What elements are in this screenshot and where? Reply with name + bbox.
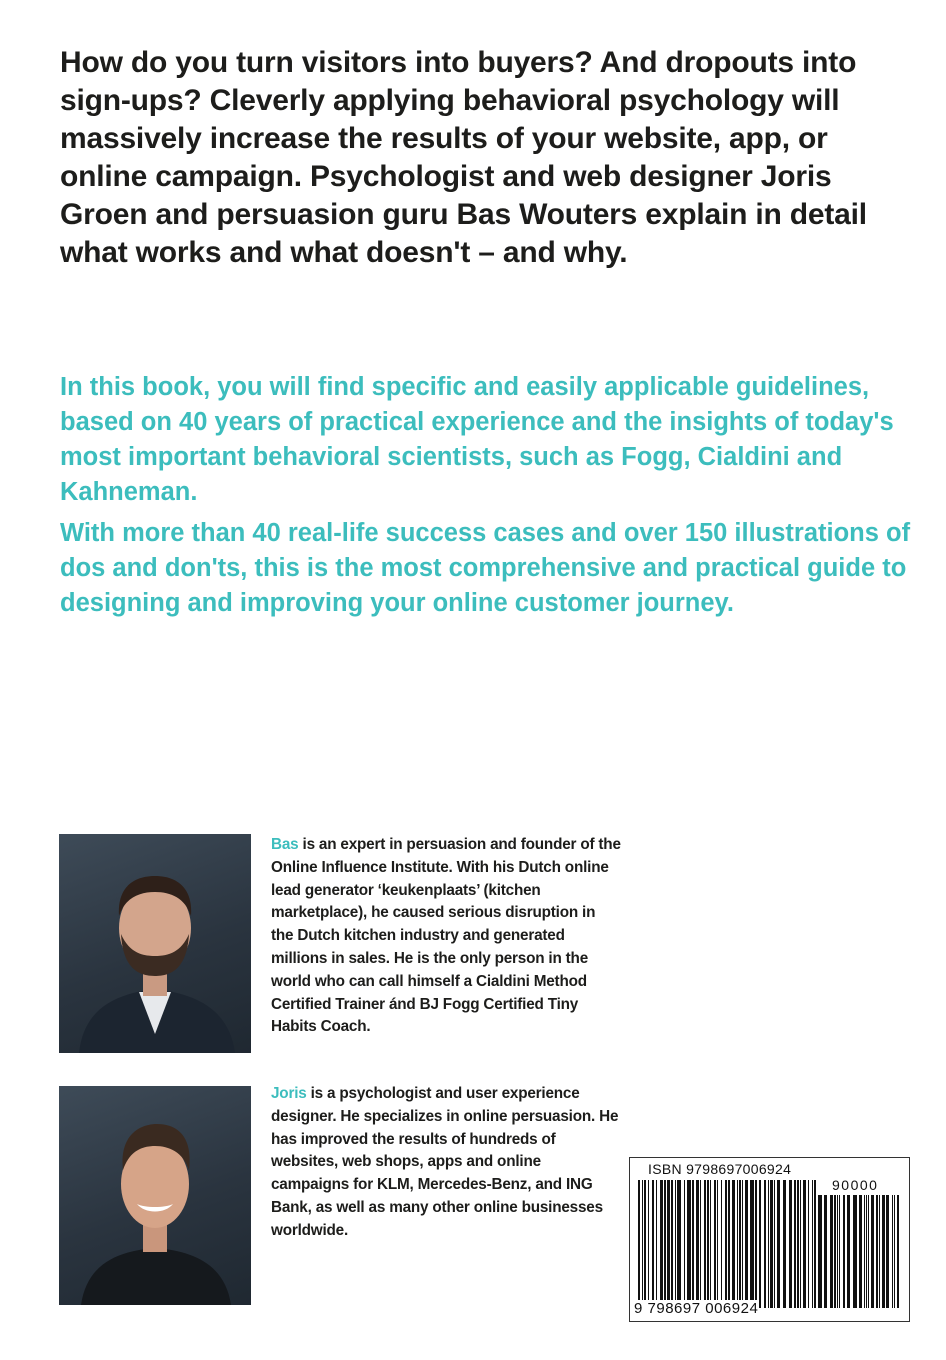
author-name-joris: Joris xyxy=(271,1085,307,1102)
barcode-box xyxy=(629,1157,910,1322)
author-bio-joris-text: is a psychologist and user experience designer. He specializes in online persuasion. He has improved the results of hundreds of websites, web shops, apps and online campaigns for KLM, Mercedes-Benz, and ING Bank, as well as many other online businesses worldwide. xyxy=(271,1085,619,1239)
success-cases-paragraph: With more than 40 real-life success cases and over 150 illustrations of dos and don'ts, this is the most comprehensive and practical guide to designing and improving your online customer journey. xyxy=(60,519,911,617)
isbn-label: ISBN 9798697006924 xyxy=(648,1161,792,1177)
guidelines-paragraph: In this book, you will find specific and easily applicable guidelines, based on 40 years of practical experience and the insights of today's most important behavioral scientists, such as Fogg, Cialdini and Kahneman. xyxy=(60,373,894,506)
author-bio-bas-text: is an expert in persuasion and founder of the Online Influence Institute. With his Dutch online lead generator ‘keukenplaats’ (kitchen marketplace), he caused serious disruption in the Dutch kitchen industry and generated millions in sales. He is the only person in the world who can call himself a Cialdini Method Certified Trainer ánd BJ Fogg Certified Tiny Habits Coach. xyxy=(271,836,621,1036)
author-name-bas: Bas xyxy=(271,836,299,853)
addon-barcode xyxy=(818,1195,902,1308)
author-photo-joris xyxy=(59,1086,251,1305)
price-code: 90000 xyxy=(832,1177,879,1193)
isbn-digits: 9 798697 006924 xyxy=(634,1300,759,1317)
author-bio-bas xyxy=(271,834,621,1039)
ean-barcode xyxy=(638,1180,818,1308)
author-bio-joris xyxy=(271,1083,621,1243)
author-photo-bas xyxy=(59,834,251,1053)
intro-paragraph: How do you turn visitors into buyers? And dropouts into sign-ups? Cleverly applying behavioral psychology will massively increase the results of your website, app, or online campaign. Psychologist and web designer Joris Groen and persuasion guru Bas Wouters explain in detail what works and what doesn't – and why. xyxy=(60,46,867,269)
